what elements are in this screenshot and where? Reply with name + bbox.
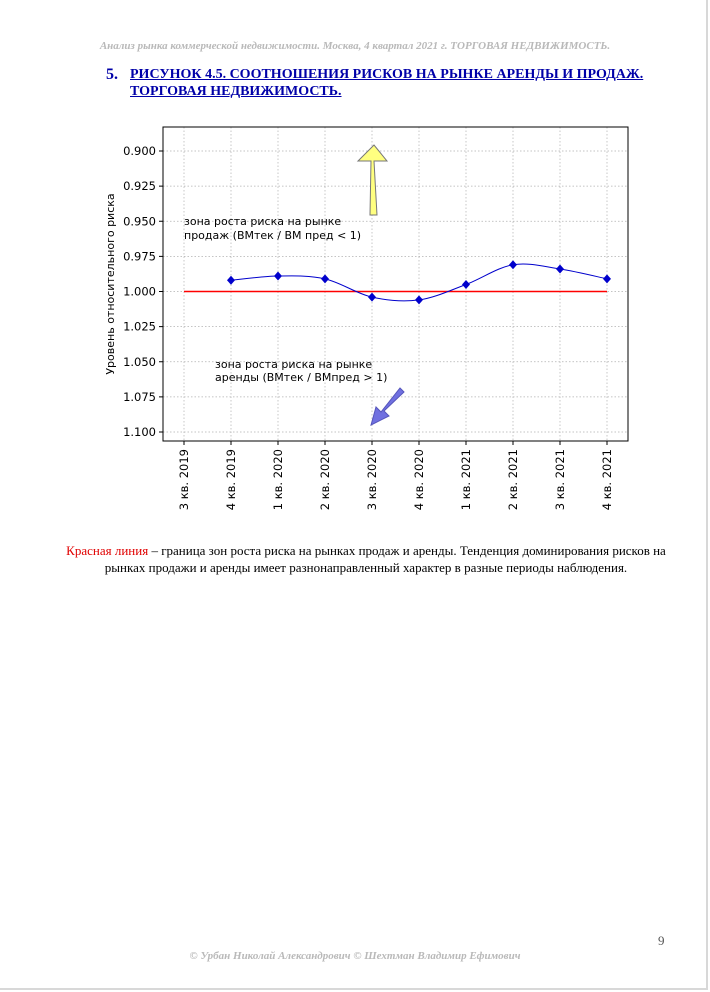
y-tick-label: 0.925 [123, 179, 156, 194]
y-axis-label: Уровень относительного риска [104, 193, 117, 375]
y-tick-label: 1.025 [123, 319, 156, 334]
x-tick-label: 2 кв. 2020 [318, 449, 332, 511]
caption-text: – граница зон роста риска на рынках продаж и аренды. Тенденция доминирования рисков на рынках продажи и аренды имеет разнонаправленный характер в разные периоды наблюдения. [104, 543, 666, 575]
x-tick-label: 4 кв. 2020 [412, 449, 426, 511]
data-point [603, 274, 611, 283]
annotation-sales-line1: зона роста риска на рынке [184, 215, 342, 228]
data-point [415, 295, 423, 304]
x-tick-label: 1 кв. 2021 [459, 449, 473, 511]
x-tick-label: 4 кв. 2021 [600, 449, 614, 511]
data-point [227, 276, 235, 285]
y-tick-label: 1.000 [123, 284, 156, 299]
y-tick-label: 1.050 [123, 354, 156, 369]
page-number: 9 [658, 933, 665, 948]
figure-caption [60, 542, 672, 576]
data-point [509, 260, 517, 269]
y-axis [123, 144, 163, 439]
figure-title-text[interactable]: РИСУНОК 4.5. СООТНОШЕНИЯ РИСКОВ НА РЫНКЕ АРЕНДЫ И ПРОДАЖ. ТОРГОВАЯ НЕДВИЖИМОСТЬ. [130, 67, 644, 99]
data-point [321, 274, 329, 283]
x-tick-label: 1 кв. 2020 [271, 449, 285, 511]
data-point [368, 293, 376, 302]
figure-title [106, 66, 686, 100]
y-tick-label: 0.950 [123, 214, 156, 229]
x-tick-label: 3 кв. 2021 [553, 449, 567, 511]
x-tick-label: 3 кв. 2020 [365, 449, 379, 511]
y-tick-label: 1.075 [123, 389, 156, 404]
data-point [556, 265, 564, 274]
x-tick-label: 4 кв. 2019 [224, 449, 238, 511]
caption-red-line-label: Красная линия [66, 543, 149, 558]
y-tick-label: 0.975 [123, 249, 156, 264]
x-tick-label: 3 кв. 2019 [177, 449, 191, 511]
annotation-rent-line1: зона роста риска на рынке [215, 358, 373, 371]
figure-title-number: 5. [106, 66, 118, 83]
risk-chart [95, 118, 655, 528]
annotation-rent-line2: аренды (ВМтек / ВМпред > 1) [215, 371, 388, 384]
x-axis [177, 441, 614, 510]
annotation-sales-line2: продаж (ВМтек / ВМ пред < 1) [184, 229, 362, 242]
data-point [274, 272, 282, 281]
y-tick-label: 0.900 [123, 144, 156, 158]
data-point [462, 280, 470, 289]
x-tick-label: 2 кв. 2021 [506, 449, 520, 511]
y-tick-label: 1.100 [123, 425, 156, 439]
page-header: Анализ рынка коммерческой недвижимости. Москва, 4 квартал 2021 г. ТОРГОВАЯ НЕДВИЖИМОСТЬ. [99, 40, 611, 52]
arrow-down-icon [371, 388, 404, 425]
page-footer: © Урбан Николай Александрович © Шехтман Владимир Ефимович [189, 950, 521, 962]
arrow-up-icon [358, 145, 387, 215]
